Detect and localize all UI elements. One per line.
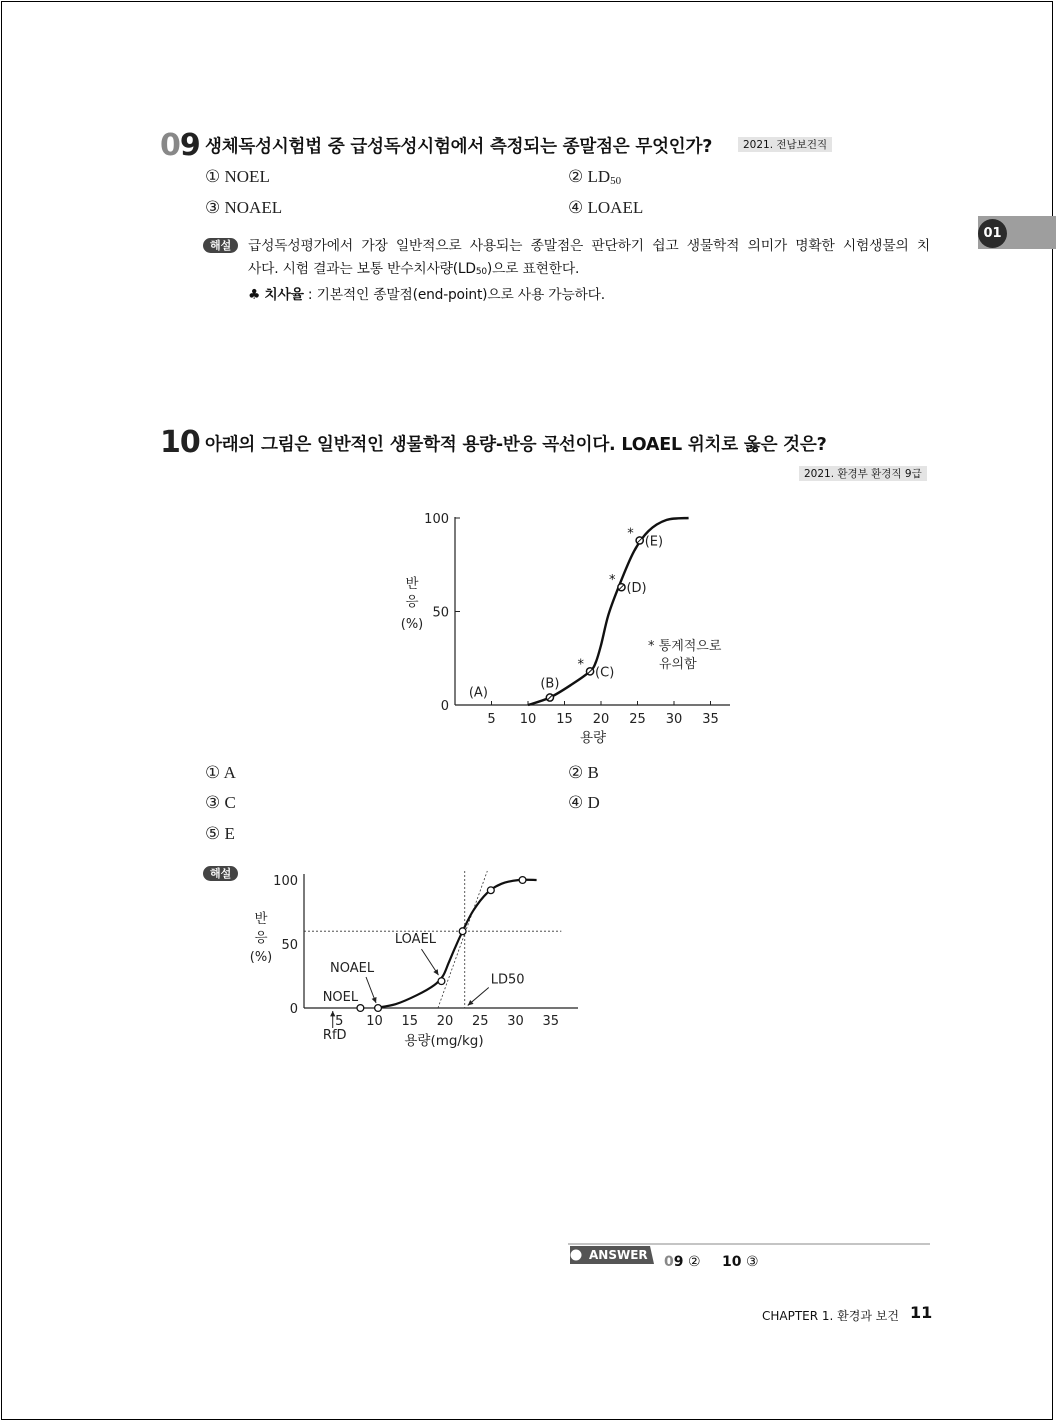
answer-item-09: 09 ② xyxy=(664,1254,701,1270)
ld50-label: LD50 xyxy=(490,972,525,988)
x-tick-label: 30 xyxy=(665,712,683,727)
y-axis-title-1: 반 xyxy=(254,911,268,927)
x-tick-label: 25 xyxy=(629,712,646,727)
x-axis-title: 용량(mg/kg) xyxy=(404,1033,484,1049)
data-point xyxy=(487,887,494,894)
q10-question: 아래의 그림은 일반적인 생물학적 용량-반응 곡선이다. LOAEL 위치로 옳은 것은? xyxy=(205,435,827,455)
chapter-side-tab xyxy=(978,216,1056,249)
q9-option-4[interactable]: ④ LOAEL xyxy=(568,198,644,217)
x-tick-label: 5 xyxy=(335,1014,344,1029)
q10-option-4[interactable]: ④ D xyxy=(568,793,600,812)
region-label-a: (A) xyxy=(468,685,488,701)
y-axis-title-2: 응 xyxy=(405,594,419,610)
y-axis-title-1: 반 xyxy=(405,576,419,592)
noel-label: NOEL xyxy=(322,990,359,1005)
significance-note-1: * 통계적으로 xyxy=(648,639,722,654)
x-tick-label: 20 xyxy=(592,712,610,727)
q9-number: 09 xyxy=(160,128,200,163)
x-tick-label: 15 xyxy=(401,1014,419,1029)
answer-badge: ANSWER xyxy=(589,1248,648,1262)
significance-note-2: 유의함 xyxy=(659,657,697,672)
q9-question: 생체독성시험법 중 급성독성시험에서 측정되는 종말점은 무엇인가? xyxy=(205,137,713,157)
y-tick-label: 0 xyxy=(289,1002,298,1017)
rfd-label: RfD xyxy=(322,1028,347,1043)
y-axis-title-3: (%) xyxy=(249,950,273,965)
q10-number: 10 xyxy=(160,425,200,460)
q10-option-2[interactable]: ② B xyxy=(568,763,599,782)
q10-option-5[interactable]: ⑤ E xyxy=(205,824,235,843)
q9-note: ♣ 치사율 : 기본적인 종말점(end-point)으로 사용 가능하다. xyxy=(248,287,605,303)
q9-source-tag: 2021. 전남보건직 xyxy=(738,137,832,152)
x-tick-label: 35 xyxy=(702,712,719,727)
data-point xyxy=(519,877,526,884)
y-tick-label: 50 xyxy=(432,605,449,621)
significance-star: * xyxy=(608,573,616,589)
y-tick-label: 100 xyxy=(273,874,298,889)
data-point xyxy=(438,978,445,985)
q10-option-3[interactable]: ③ C xyxy=(205,793,236,812)
q10-explanation-badge: 해설 xyxy=(203,866,238,881)
x-tick-label: 35 xyxy=(542,1014,560,1029)
noael-label: NOAEL xyxy=(329,961,375,976)
q9-explanation-line2: 사다. 시험 결과는 보통 반수치사량$(LD_{50})$으로 표현한다. xyxy=(248,261,580,277)
data-point xyxy=(459,928,466,935)
q9-explanation-badge: 해설 xyxy=(203,238,238,253)
y-tick-label: 100 xyxy=(424,512,449,527)
answer-key-icon xyxy=(571,1250,582,1261)
answer-item-10: 10 ③ xyxy=(722,1254,759,1270)
point-label: (C) xyxy=(595,665,615,681)
chapter-tab-number: 01 xyxy=(978,219,1007,248)
y-tick-label: 50 xyxy=(281,938,298,953)
footer-chapter: CHAPTER 1. 환경과 보건 xyxy=(762,1309,899,1323)
q9-explanation-line1: 급성독성평가에서 가장 일반적으로 사용되는 종말점은 판단하기 쉽고 생물학적 의미가 명확한 시험생물의 치 xyxy=(248,238,930,254)
x-tick-label: 15 xyxy=(556,712,573,727)
club-icon: ♣ xyxy=(248,287,261,303)
q9-explanation xyxy=(248,235,930,307)
x-axis-title: 용량 xyxy=(579,730,607,746)
dose-response-chart xyxy=(380,500,750,760)
y-tick-label: 0 xyxy=(440,699,449,714)
x-tick-label: 5 xyxy=(487,712,496,727)
q9-option-3[interactable]: ③ NOAEL xyxy=(205,198,283,217)
x-tick-label: 25 xyxy=(471,1014,489,1029)
y-axis-title-2: 응 xyxy=(254,930,268,946)
y-axis-title-3: (%) xyxy=(400,617,424,632)
data-point xyxy=(375,1005,382,1012)
x-tick-label: 20 xyxy=(436,1014,454,1029)
q10-option-1[interactable]: ① A xyxy=(205,763,236,782)
x-tick-label: 10 xyxy=(366,1014,383,1029)
loael-label: LOAEL xyxy=(394,932,437,948)
q10-source-tag: 2021. 환경부 환경직 9급 xyxy=(799,466,927,481)
q9-option-1[interactable]: ① NOEL xyxy=(205,167,270,186)
slope-tangent-line xyxy=(438,871,487,1008)
point-label: (E) xyxy=(644,534,664,550)
significance-star: * xyxy=(627,526,634,542)
q9-option-2[interactable]: ② $LD_{50}$ xyxy=(568,167,622,187)
explanation-dose-response-chart xyxy=(240,860,590,1060)
x-tick-label: 10 xyxy=(519,712,537,727)
x-tick-label: 30 xyxy=(507,1014,524,1029)
page-number: 11 xyxy=(910,1303,933,1322)
data-point xyxy=(357,1005,364,1012)
point-label: (D) xyxy=(626,581,647,597)
point-label: (B) xyxy=(540,676,560,692)
significance-star: * xyxy=(577,657,585,673)
loael-arrow-head xyxy=(433,969,438,975)
